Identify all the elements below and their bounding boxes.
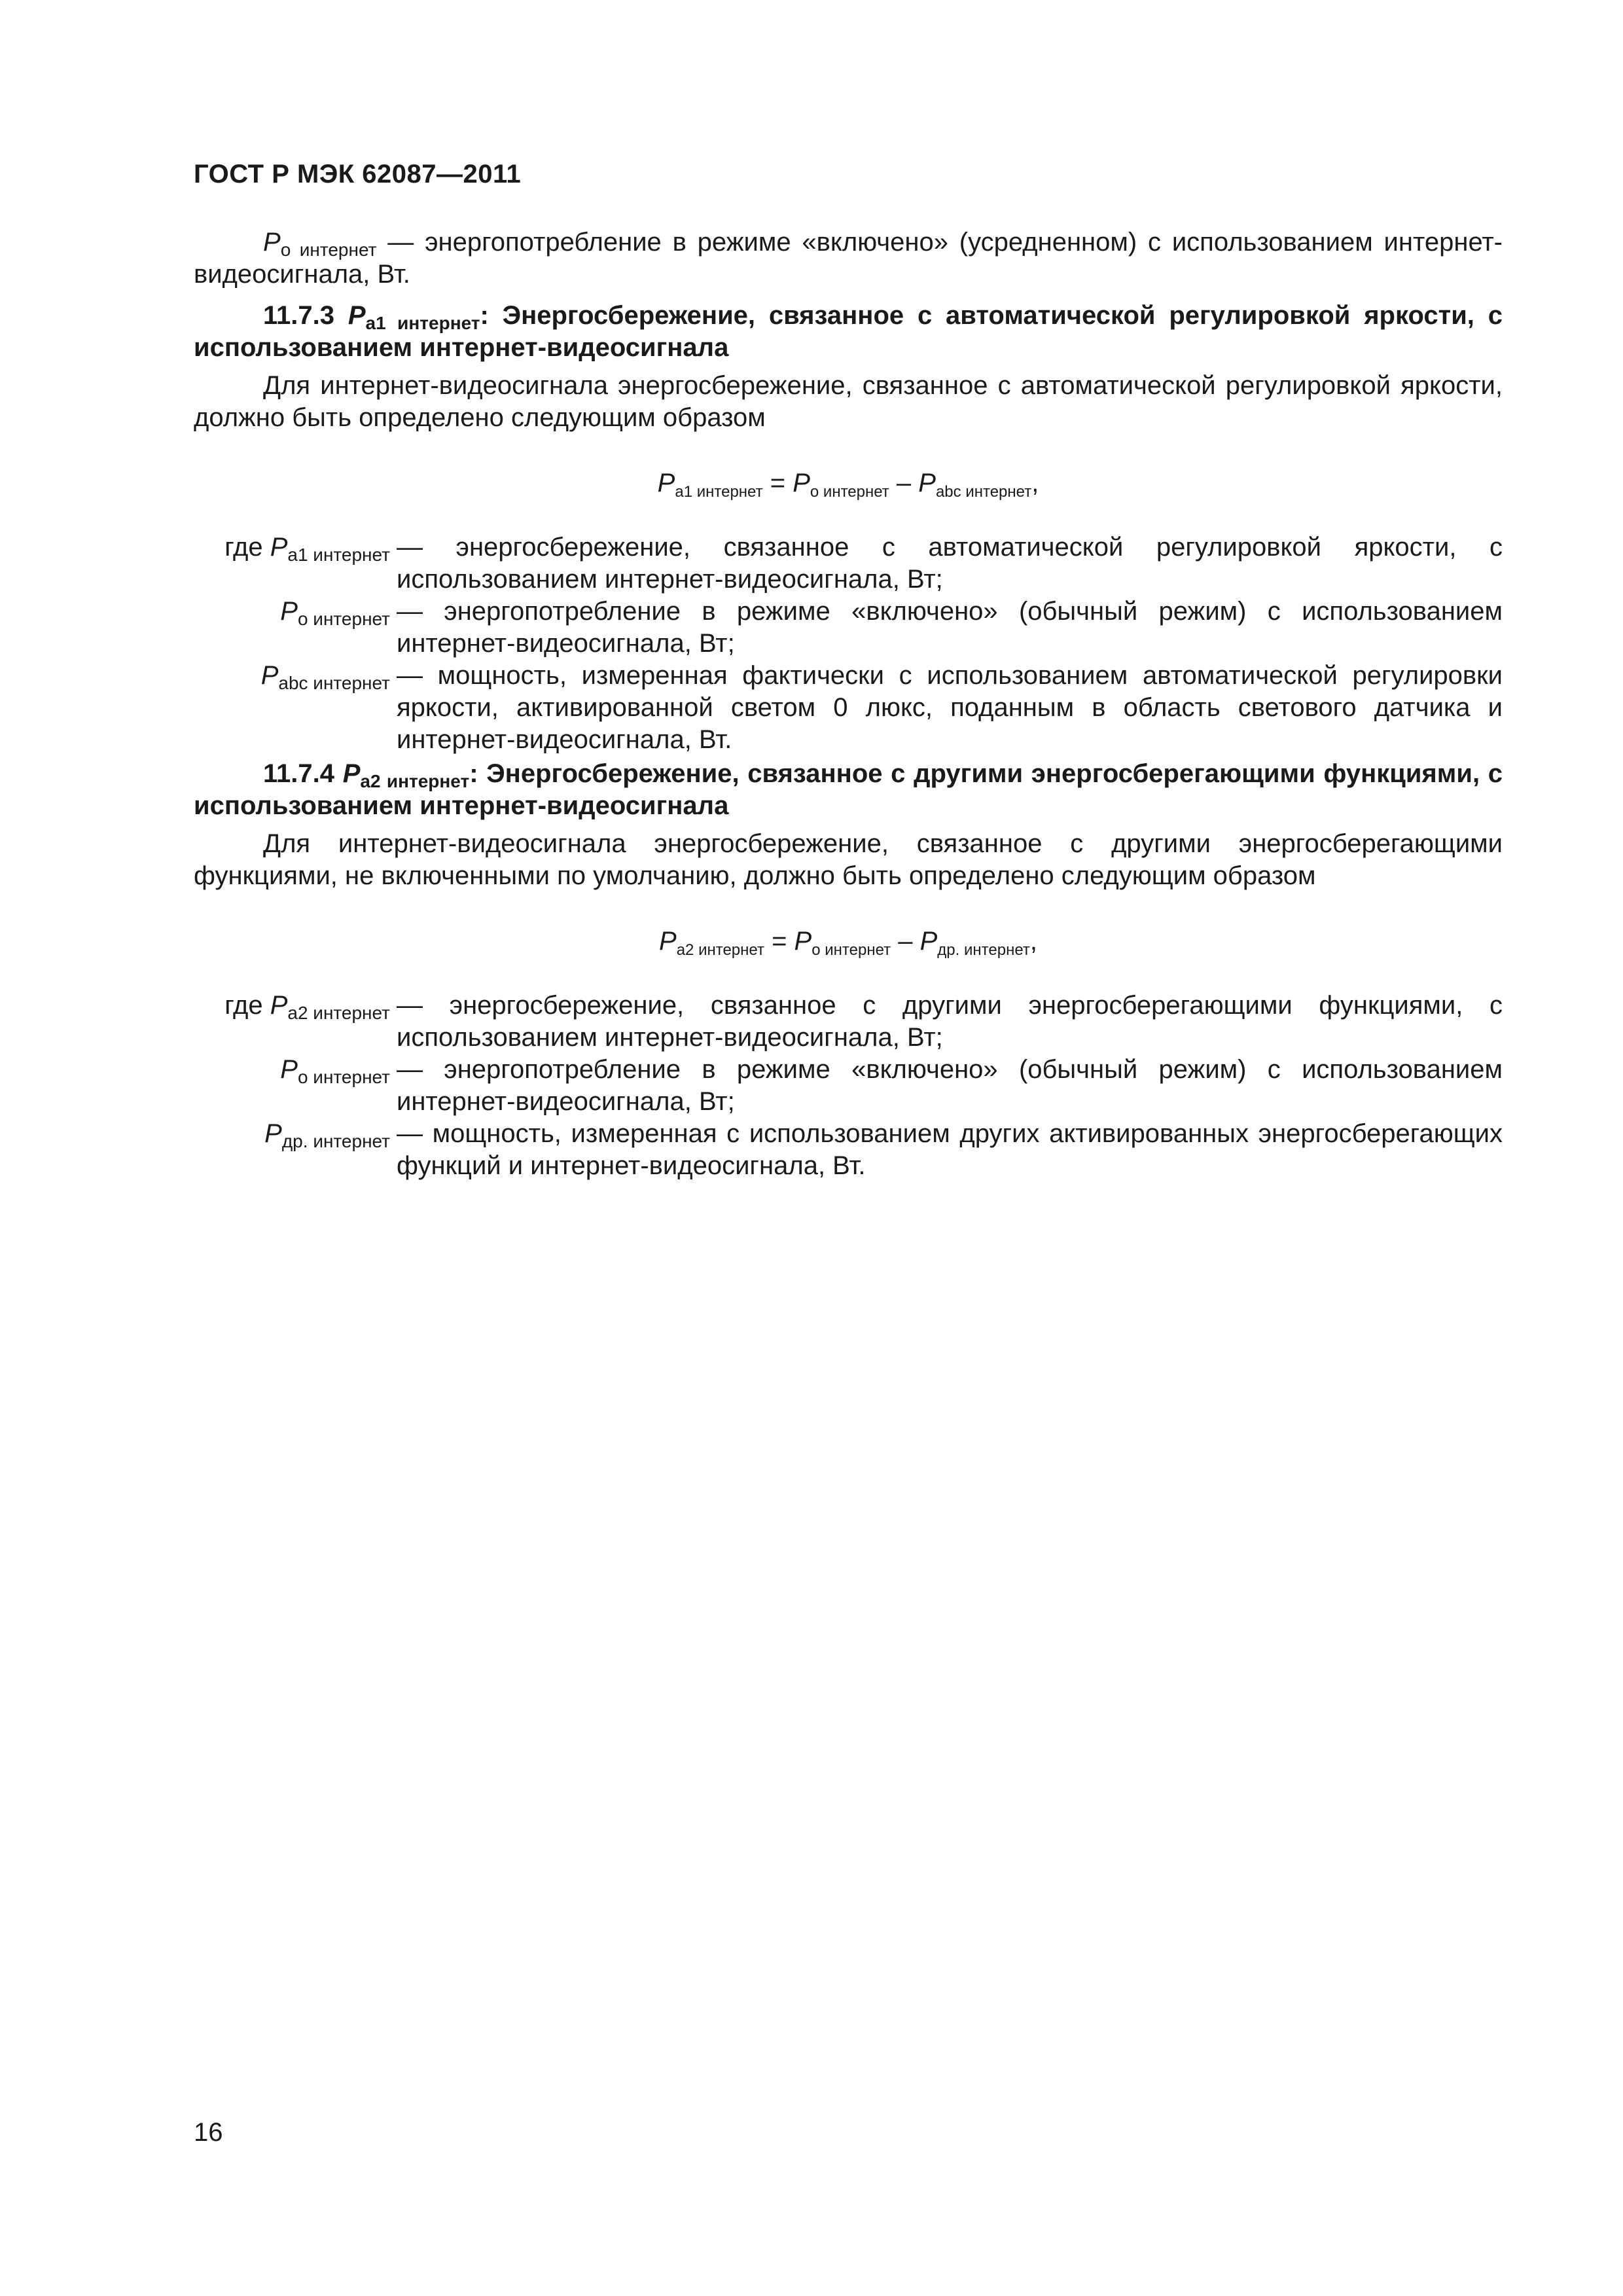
definition-subscript: a2 интернет [287,1003,390,1023]
definition-subscript: о интернет [297,1067,390,1087]
definition-symbol: P [260,661,279,690]
definition-prefix: где [224,533,270,562]
formula-end: , [1031,469,1039,497]
definitions-list-11-7-3 [194,531,1503,756]
section-11-7-4-heading [194,758,1503,822]
page-number: 16 [194,2118,223,2147]
formula-lhs-symbol: P [657,469,675,497]
section-number: 11.7.3 [263,301,348,330]
formula-pa2 [194,927,1503,959]
formula-lhs-subscript: a1 интернет [675,483,763,501]
symbol: P [263,228,281,257]
section-11-7-3-heading [194,300,1503,364]
definition-item [194,596,1503,660]
formula-term2-subscript: abc интернет [935,483,1032,501]
definition-term [194,660,390,756]
section-number: 11.7.4 [263,759,343,788]
formula-term1-symbol: P [793,469,810,497]
symbol-subscript: о интернет [280,240,377,260]
section-11-7-3-paragraph: Для интернет-видеосигнала энергосбережение, связанное с автоматической регулировкой яркости, должно быть определено следующим образом [194,371,1503,432]
formula-equals: = [764,927,794,956]
section-11-7-4-paragraph: Для интернет-видеосигнала энергосбережение, связанное с другими энергосберегающими функциями, не включенными по умолчанию, должно быть определено следующим образом [194,829,1503,890]
definition-item [194,1118,1503,1182]
symbol-subscript: a2 интернет [360,771,470,791]
definition-text: — мощность, измеренная с использованием других активированных энергосберегающих функций и интернет-видеосигнала, Вт. [397,1119,1503,1180]
definition-subscript: abc интернет [278,673,390,693]
page-header-standard-id: ГОСТ Р МЭК 62087—2011 [194,160,522,188]
section-title: : Энергосбережение, связанное с автоматической регулировкой яркости, с использованием интернет-видеосигнала [194,301,1503,362]
definition-text: — энергосбережение, связанное с другими энергосберегающими функциями, с использованием интернет-видеосигнала, Вт; [397,991,1503,1052]
formula-minus: – [891,927,920,956]
symbol-subscript: a1 интернет [365,313,480,333]
formula-term2-symbol: P [918,469,936,497]
definition-term [194,531,390,596]
definition-term [194,990,390,1054]
definition-text: — мощность, измеренная фактически с использованием автоматической регулировки яркости, активированной светом 0 люкс, поданным в область светового датчика и интернет-видеосигнала, Вт. [397,661,1503,754]
symbol: P [342,759,361,788]
formula-lhs-symbol: P [659,927,677,956]
formula-term2-subscript: др. интернет [937,941,1030,959]
definition-subscript: др. интернет [281,1131,390,1151]
intro-definition [194,226,1503,291]
formula-term1-subscript: о интернет [812,941,891,959]
document-page [194,0,1503,2296]
definition-term [194,1054,390,1118]
definition-prefix: где [224,991,270,1020]
formula-term1-symbol: P [794,927,812,956]
formula-term2-symbol: P [919,927,938,956]
definition-symbol: P [270,991,288,1020]
definition-term [194,1118,390,1182]
formula-term1-subscript: о интернет [810,483,889,501]
definition-symbol: P [280,597,298,626]
definition-text: — энергопотребление в режиме «включено» (обычный режим) с использованием интернет-видеосигнала, Вт; [397,1055,1503,1116]
formula-end: , [1029,927,1037,956]
definition-text: — энергосбережение, связанное с автоматической регулировкой яркости, с использованием интернет-видеосигнала, Вт; [397,533,1503,594]
formula-minus: – [889,469,919,497]
definition-symbol: P [280,1055,298,1084]
formula-lhs-subscript: a2 интернет [676,941,764,959]
definition-item [194,531,1503,596]
definition-term [194,596,390,660]
definition-text: — энергопотребление в режиме «включено» (обычный режим) с использованием интернет-видеосигнала, Вт; [397,597,1503,658]
definitions-list-11-7-4 [194,990,1503,1182]
definition-symbol: P [270,533,288,562]
definition-subscript: о интернет [297,609,390,629]
symbol: P [348,301,366,330]
definition-item [194,1054,1503,1118]
definition-item [194,990,1503,1054]
definition-symbol: P [264,1119,282,1148]
formula-pa1 [194,469,1503,501]
intro-definition-text: — энергопотребление в режиме «включено» (усредненном) с использованием интернет-видеосигнала, Вт. [194,228,1503,289]
definition-subscript: a1 интернет [287,545,390,565]
section-title: : Энергосбережение, связанное с другими энергосберегающими функциями, с использованием интернет-видеосигнала [194,759,1503,820]
formula-equals: = [762,469,793,497]
definition-item [194,660,1503,756]
